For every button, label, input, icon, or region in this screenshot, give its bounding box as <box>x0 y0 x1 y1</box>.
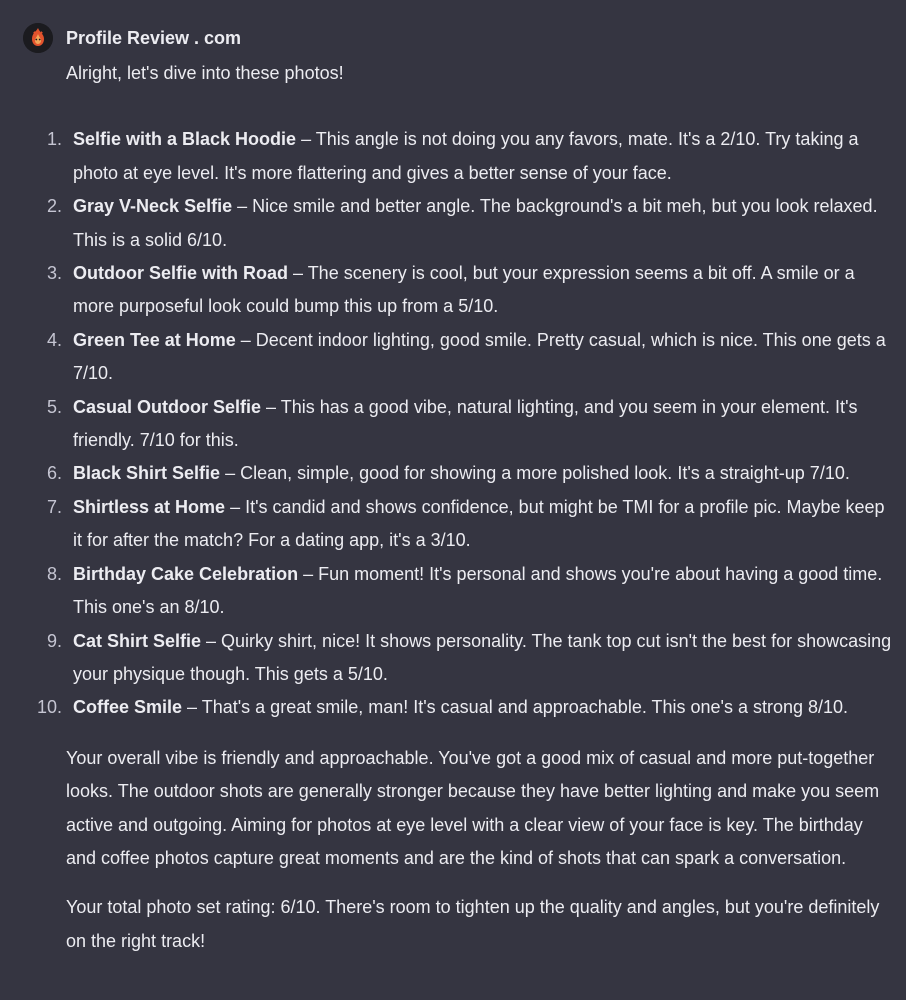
author-name: Profile Review . com <box>66 28 242 48</box>
list-item-text: – Clean, simple, good for showing a more polished look. It's a straight-up 7/10. <box>220 463 850 484</box>
list-item-text: – This has a good vibe, natural lighting, and you seem in your element. It's friendly. 7/10 for this. <box>73 396 858 451</box>
list-item <box>46 190 896 257</box>
list-item-title: Gray V-Neck Selfie <box>73 196 233 217</box>
avatar <box>23 23 53 53</box>
list-item-title: Outdoor Selfie with Road <box>73 263 288 284</box>
intro-text: Alright, let's dive into these photos! <box>66 63 344 83</box>
photo-rating-list <box>36 123 896 724</box>
list-item-title: Green Tee at Home <box>73 329 236 350</box>
list-item-text: – Decent indoor lighting, good smile. Pretty casual, which is nice. This one gets a 7/10. <box>73 329 886 384</box>
list-item-number: 4. <box>46 329 62 350</box>
list-item-text: – Fun moment! It's personal and shows you're about having a good time. This one's an 8/10. <box>73 563 883 618</box>
list-item-text: – That's a great smile, man! It's casual and approachable. This one's a strong 8/10. <box>182 697 849 718</box>
flame-logo-icon <box>23 23 53 53</box>
list-item-text: – It's candid and shows confidence, but might be TMI for a profile pic. Maybe keep it for after the match? For a dating app, it's a 3/10. <box>73 496 885 551</box>
list-item <box>46 391 896 458</box>
list-item <box>46 558 896 625</box>
list-item-text: – Nice smile and better angle. The background's a bit meh, but you look relaxed. This is a solid 6/10. <box>73 196 878 250</box>
list-item-number: 6. <box>46 463 62 484</box>
list-item-number: 5. <box>46 396 62 417</box>
list-item <box>36 691 896 724</box>
list-item-title: Black Shirt Selfie <box>73 463 221 484</box>
list-item-number: 10. <box>36 697 62 718</box>
list-item <box>46 324 896 391</box>
list-item-title: Casual Outdoor Selfie <box>73 396 262 417</box>
list-item-title: Selfie with a Black Hoodie <box>73 129 297 150</box>
list-item-title: Cat Shirt Selfie <box>73 630 202 651</box>
list-item-number: 9. <box>46 630 62 651</box>
list-item-text: – The scenery is cool, but your expression seems a bit off. A smile or a more purposeful look could bump this up from a 5/10. <box>73 263 855 317</box>
list-item-title: Shirtless at Home <box>73 496 226 517</box>
list-item-title: Birthday Cake Celebration <box>73 563 299 584</box>
message-body <box>36 57 896 958</box>
rating-paragraph: Your total photo set rating: 6/10. There's room to tighten up the quality and angles, but you're definitely on the right track! <box>66 897 880 951</box>
list-item <box>46 123 896 190</box>
list-item <box>46 257 896 324</box>
list-item-number: 8. <box>46 563 62 584</box>
list-item-number: 1. <box>46 129 62 150</box>
list-item-number: 3. <box>46 263 62 284</box>
list-item <box>46 457 896 490</box>
list-item <box>46 491 896 558</box>
summary-paragraph: Your overall vibe is friendly and approachable. You've got a good mix of casual and more put-together looks. The outdoor shots are generally stronger because they have better lighting and make you seem active and outgoing. Aiming for photos at eye level with a clear view of your face is key. The birthday and coffee photos capture great moments and are the kind of shots that can spark a conversation. <box>66 747 880 868</box>
list-item-number: 2. <box>46 196 62 217</box>
list-item-number: 7. <box>46 496 62 517</box>
list-item-title: Coffee Smile <box>73 697 183 718</box>
list-item-text: – Quirky shirt, nice! It shows personality. The tank top cut isn't the best for showcasing your physique though. This gets a 5/10. <box>73 630 892 684</box>
list-item-text: – This angle is not doing you any favors, mate. It's a 2/10. Try taking a photo at eye level. It's more flattering and gives a better sense of your face. <box>73 129 859 183</box>
list-item <box>46 625 896 692</box>
